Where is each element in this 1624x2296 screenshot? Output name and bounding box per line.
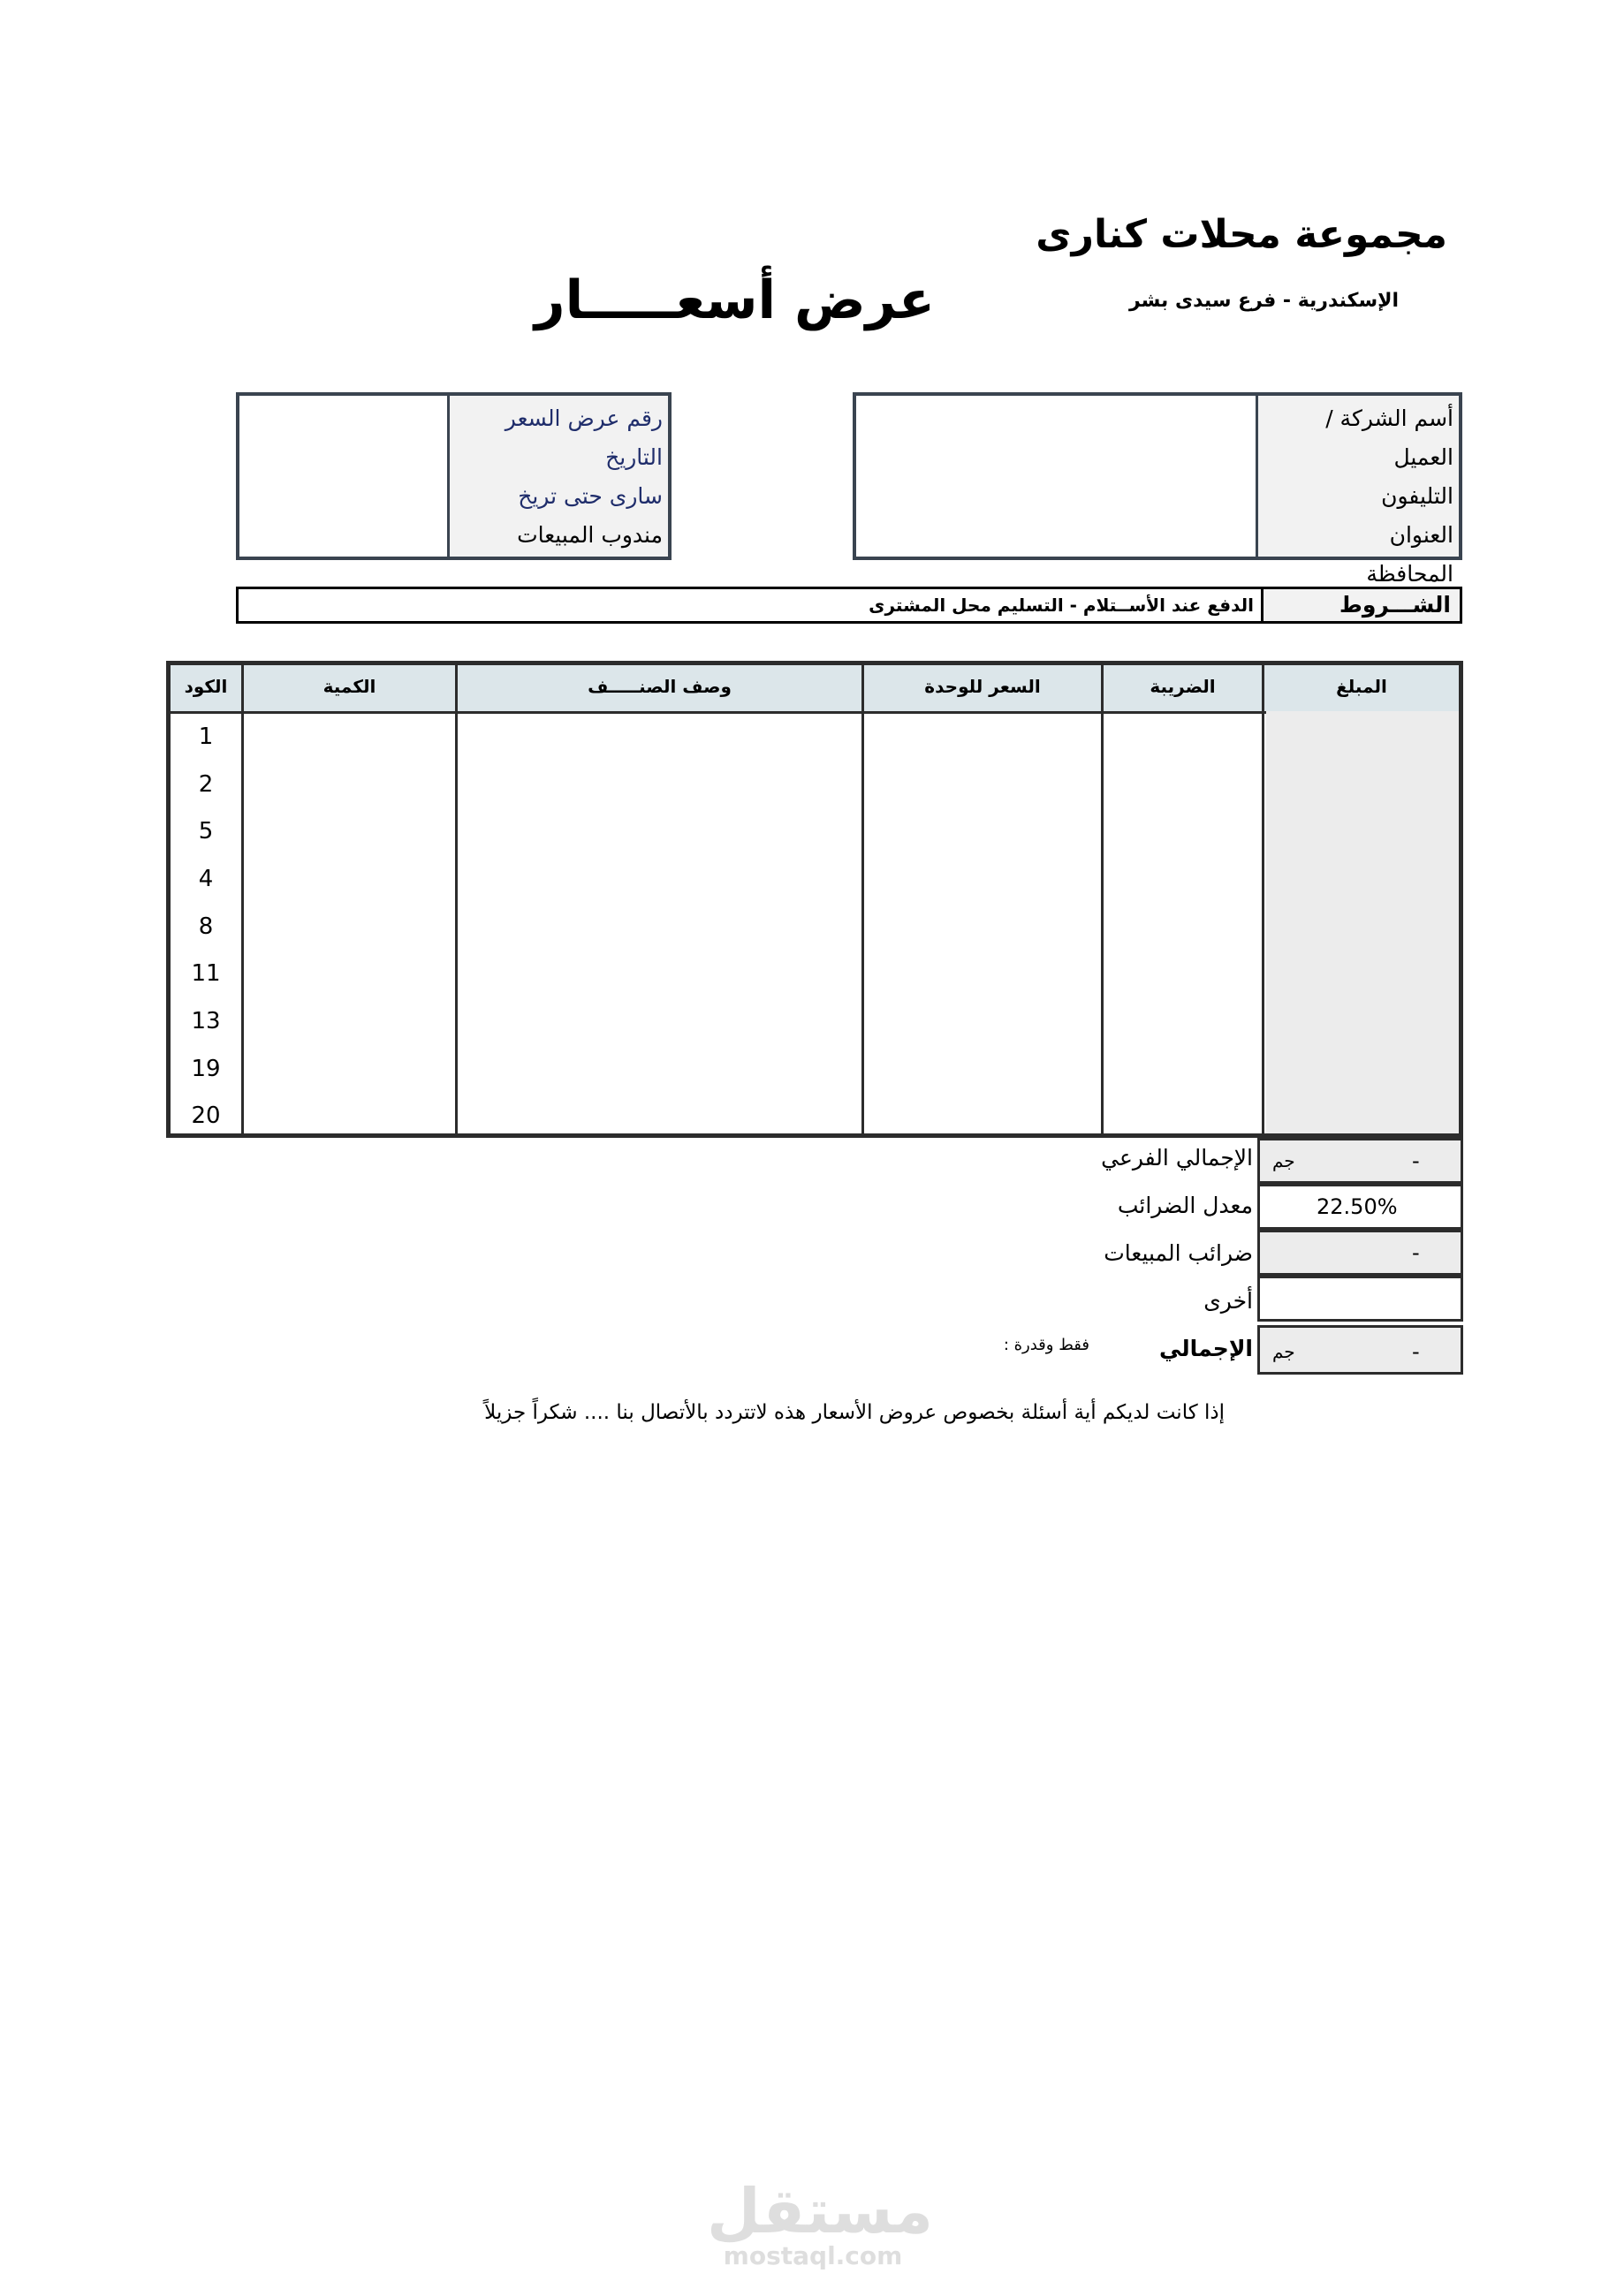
total-currency: جم [1272,1341,1295,1362]
code-cell: 1 [198,724,214,750]
header-tax: الضريبة [1150,676,1216,697]
total-label: الإجمالي [1158,1336,1253,1361]
quote-labels [447,396,668,557]
customer-labels [1256,396,1459,587]
subtotal-label: الإجمالي الفرعي [1101,1145,1253,1171]
branch-name: الإسكندرية - فرع سيدى بشر [1128,290,1399,312]
governorate-label: المحافظة [1366,561,1453,587]
tax-rate-value: 22.50% [1317,1194,1398,1219]
watermark-arabic: مستقل [707,2175,934,2247]
footer-note: إذا كانت لديكم أية أسئلة بخصوص عروض الأسعار هذه لاتتردد بالأتصال بنا .... شكراً جزيلاً [484,1401,1225,1424]
subtotal-currency: جم [1272,1150,1295,1171]
subtotal-value: - [1412,1148,1420,1173]
document-title: عرض أسعـــــار [535,269,935,331]
header-quantity: الكمية [323,676,376,697]
header-amount: المبلغ [1336,676,1387,697]
valid-until-label: سارى حتى تريخ [518,483,663,509]
customer-values-field[interactable] [856,396,1256,557]
quote-info-box [236,392,672,560]
code-cell: 19 [191,1056,221,1082]
code-cell: 5 [198,818,214,845]
address-label: العنوان [1389,522,1453,548]
other-label: أخرى [1203,1288,1253,1314]
date-label: التاريخ [605,444,663,470]
column-divider [1101,665,1104,1133]
quote-values-field[interactable] [239,396,447,557]
tax-rate-label: معدل الضرائب [1117,1193,1253,1218]
other-box[interactable] [1257,1276,1463,1322]
sales-rep-label: مندوب المبيعات [517,522,663,548]
only-amount-label: فقط وقدرة : [1003,1336,1089,1354]
company-name: مجموعة محلات كنارى [1036,212,1447,257]
code-cell: 8 [198,913,214,940]
items-table [166,661,1463,1138]
terms-label: الشـــروط [1261,589,1460,621]
terms-row [236,587,1462,624]
sales-tax-value: - [1412,1240,1420,1265]
sales-tax-label: ضرائب المبيعات [1104,1240,1253,1266]
customer-name-label: أسم الشركة / العميل [1325,405,1453,470]
code-cell: 2 [198,771,214,798]
header-unit-price: السعر للوحدة [924,676,1041,697]
code-cell: 11 [191,960,221,987]
watermark-latin: mostaql.com [723,2241,903,2270]
amount-column [1266,711,1459,1133]
total-value: - [1412,1339,1420,1364]
sales-tax-box [1257,1230,1463,1276]
code-cell: 13 [191,1008,221,1034]
code-cell: 4 [198,866,214,892]
column-divider [241,665,244,1133]
mostaql-watermark [707,2175,934,2270]
header-code: الكود [184,676,228,697]
column-divider [1262,665,1264,1133]
code-cell: 20 [191,1103,221,1129]
terms-value: الدفع عند الأســتلام - التسليم محل المشترى [869,595,1254,616]
header-description: وصف الصنـــــف [588,676,732,697]
customer-info-box [853,392,1462,587]
column-divider [455,665,458,1133]
column-divider [861,665,864,1133]
phone-label: التليفون [1381,483,1453,509]
quote-number-label: رقم عرض السعر [505,405,663,431]
